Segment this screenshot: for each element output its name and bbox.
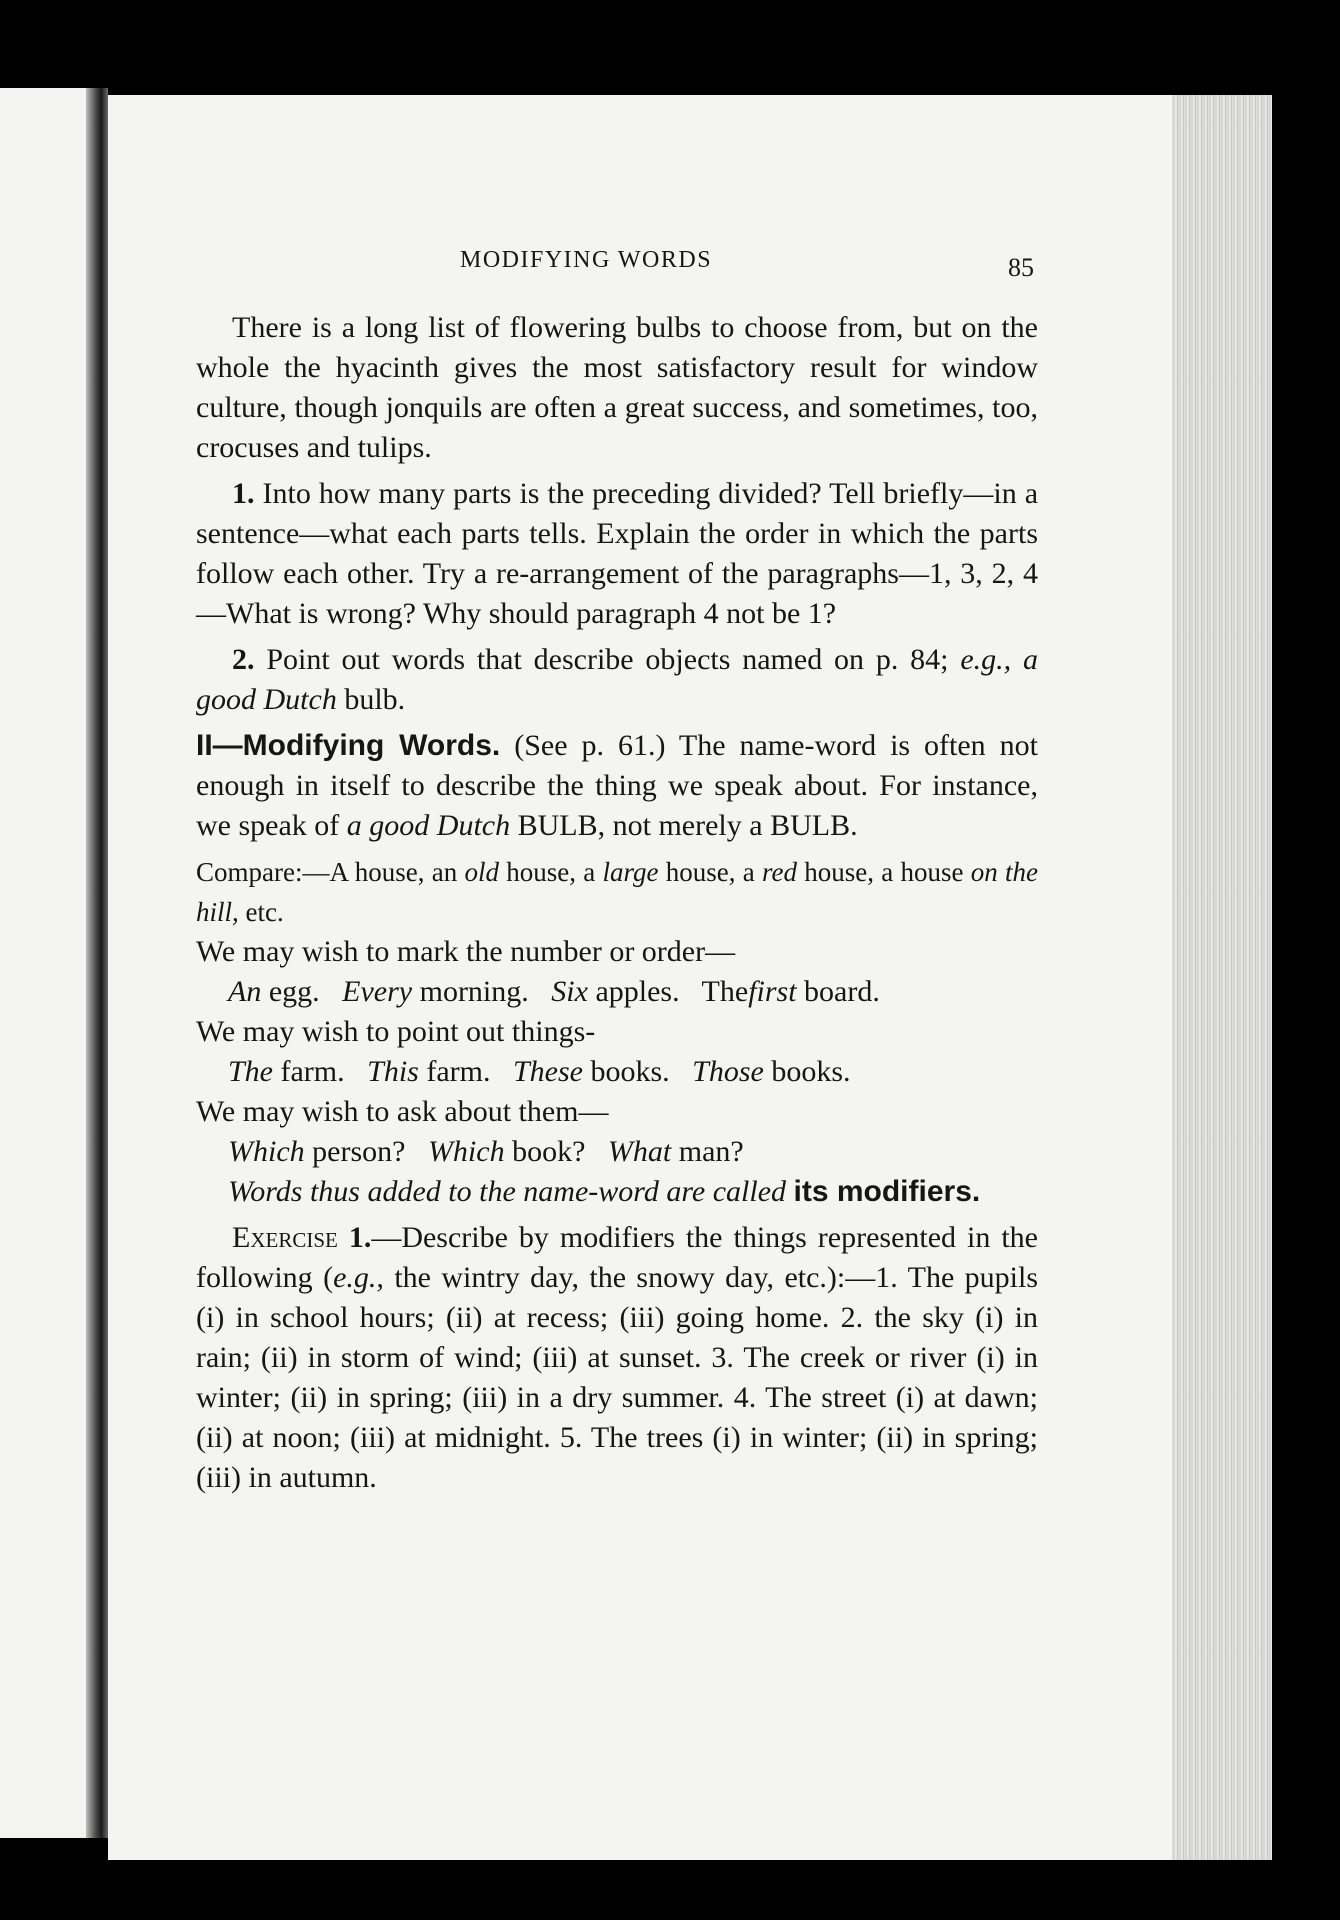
example-noun: books. <box>590 1055 670 1088</box>
page-number: 85 <box>1008 253 1034 282</box>
example-noun: egg. <box>268 975 320 1008</box>
section-paragraph <box>196 726 1038 846</box>
book-spine <box>86 88 108 1838</box>
exercise-paragraph <box>196 1218 1038 1498</box>
modifier-word: Six <box>551 975 588 1008</box>
number-examples <box>196 972 1038 1012</box>
rule-bold: its modifiers. <box>793 1175 981 1208</box>
compare-word: old <box>464 857 499 887</box>
example-article: The <box>701 975 749 1008</box>
compare-line <box>196 852 1038 932</box>
exercise-number: 1. <box>348 1221 372 1254</box>
example-noun: man? <box>678 1135 744 1168</box>
example-noun: apples. <box>595 975 680 1008</box>
question-text: Point out words that describe objects named on p. 84; <box>266 643 949 676</box>
modifier-word: What <box>607 1135 672 1168</box>
section-text-2: , not merely a <box>597 809 763 842</box>
example-caps: BULB <box>517 809 598 842</box>
modifier-word: An <box>228 975 262 1008</box>
section-text: The name-word is often not enough in itself to describe the thing we speak about. For instance, we speak of <box>196 729 1038 842</box>
modifier-word: The <box>228 1055 273 1088</box>
exercise-text-2: the wintry day, the snowy day, etc.):—1. The pupils (i) in school hours; (ii) at recess; (iii) going home. 2. the sky (i) in rain; (ii) in storm of wind; (iii) at sunset. 3. The creek or river (i) in winter; (ii) in spring; (iii) in a dry summer. 4. The street (i) at dawn; (ii) at noon; (iii) at midnight. 5. The trees (i) in winter; (ii) in spring; (iii) in autumn. <box>196 1261 1039 1494</box>
point-intro: We may wish to point out things- <box>196 1015 596 1048</box>
section-reference: (See p. 61.) <box>514 729 666 762</box>
question-2 <box>196 640 1038 720</box>
compare-word: on the hill, <box>196 857 1039 927</box>
exercise-label: Exercise <box>232 1221 338 1254</box>
exercise-eg: e.g., <box>333 1261 384 1294</box>
example-noun: book? <box>512 1135 586 1168</box>
example-noun: farm. <box>426 1055 491 1088</box>
section-heading: II—Modifying Words. <box>196 729 501 762</box>
example-noun: person? <box>312 1135 406 1168</box>
rule-italic: Words thus added to the name-word are called <box>228 1175 787 1208</box>
compare-word: large <box>602 857 659 887</box>
question-text-end: bulb. <box>344 683 406 716</box>
question-1 <box>196 474 1038 634</box>
compare-text: house, a <box>665 857 755 887</box>
running-header: MODIFYING WORDS <box>460 247 713 273</box>
ask-intro: We may wish to ask about them— <box>196 1095 609 1128</box>
example-text: e.g., a good Dutch <box>196 643 1038 716</box>
compare-word: red <box>762 857 798 887</box>
modifier-word: first <box>748 975 797 1008</box>
example-noun: books. <box>771 1055 851 1088</box>
example-noun: farm. <box>280 1055 345 1088</box>
rule-statement <box>196 1172 1038 1212</box>
example-noun: morning. <box>419 975 529 1008</box>
example-caps-2: BULB. <box>770 809 858 842</box>
modifier-word: Which <box>228 1135 305 1168</box>
example-italic: a good Dutch <box>346 809 511 842</box>
ask-examples <box>196 1132 1038 1172</box>
compare-label: Compare:—A house, an <box>196 857 458 887</box>
point-examples <box>196 1052 1038 1092</box>
exercise-text: —Describe by modifiers the things represented in the following ( <box>196 1221 1038 1294</box>
example-noun: board. <box>804 975 880 1008</box>
modifier-word: These <box>512 1055 583 1088</box>
question-number: 1. <box>232 477 255 510</box>
number-intro: We may wish to mark the number or order— <box>196 935 736 968</box>
paragraph-bulbs: There is a long list of flowering bulbs to choose from, but on the whole the hyacinth gives the most satisfactory result for window culture, though jonquils are often a great success, and sometimes, too, crocuses and tulips. <box>196 311 1038 464</box>
page-text <box>196 308 1038 1498</box>
modifier-word: Which <box>427 1135 505 1168</box>
modifier-word: Those <box>692 1055 764 1088</box>
question-number: 2. <box>232 643 255 676</box>
question-text: Into how many parts is the preceding divided? Tell briefly—in a sentence—what each parts tells. Explain the order in which the parts follow each other. Try a re-arrangement of the paragraphs—1, 3, 2, 4—What is wrong? Why should paragraph 4 not be 1? <box>196 477 1039 630</box>
page-edge <box>1172 95 1272 1860</box>
modifier-word: Every <box>342 975 413 1008</box>
compare-text: house, a <box>506 857 596 887</box>
compare-text: house, a house <box>804 857 964 887</box>
compare-text: etc. <box>245 897 284 927</box>
modifier-word: This <box>367 1055 419 1088</box>
